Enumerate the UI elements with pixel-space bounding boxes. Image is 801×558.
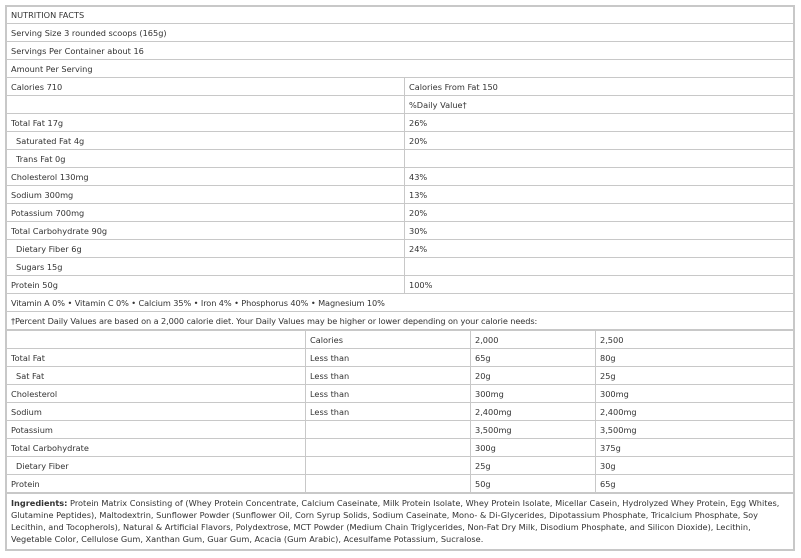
reference-row <box>7 475 794 493</box>
nutrition-facts-table <box>6 6 794 330</box>
reference-2000: 2,400mg <box>471 403 596 421</box>
reference-2500: 30g <box>596 457 794 475</box>
amount-per-serving: Amount Per Serving <box>7 60 794 78</box>
nutrition-facts-title: NUTRITION FACTS <box>7 7 794 24</box>
reference-qualifier <box>306 457 471 475</box>
ingredients-label: Ingredients: <box>11 498 68 508</box>
reference-2500: 65g <box>596 475 794 493</box>
nutrient-row <box>7 186 794 204</box>
nutrient-row <box>7 114 794 132</box>
reference-nutrient: Dietary Fiber <box>7 457 306 475</box>
nutrient-daily-value: 43% <box>405 168 794 186</box>
nutrient-daily-value: 20% <box>405 132 794 150</box>
reference-row <box>7 439 794 457</box>
calories-from-fat: Calories From Fat 150 <box>405 78 794 96</box>
reference-2000: 3,500mg <box>471 421 596 439</box>
nutrient-rows <box>7 114 794 294</box>
nutrient-daily-value <box>405 150 794 168</box>
ingredients-row <box>7 494 794 550</box>
empty-cell <box>7 96 405 114</box>
reference-row <box>7 385 794 403</box>
nutrient-row <box>7 204 794 222</box>
reference-2000: 25g <box>471 457 596 475</box>
reference-2500: 25g <box>596 367 794 385</box>
reference-nutrient: Sat Fat <box>7 367 306 385</box>
daily-value-reference-table <box>6 330 794 493</box>
serving-size-row <box>7 24 794 42</box>
daily-value-header-row <box>7 96 794 114</box>
nutrient-name: Saturated Fat 4g <box>7 132 405 150</box>
title-row <box>7 7 794 24</box>
reference-2000: 300g <box>471 439 596 457</box>
nutrient-daily-value: 30% <box>405 222 794 240</box>
reference-nutrient: Sodium <box>7 403 306 421</box>
nutrient-name: Sugars 15g <box>7 258 405 276</box>
nutrient-row <box>7 132 794 150</box>
reference-header-calories: Calories <box>306 331 471 349</box>
reference-header-2500: 2,500 <box>596 331 794 349</box>
calories-row <box>7 78 794 96</box>
reference-header-blank <box>7 331 306 349</box>
servings-per-container-row <box>7 42 794 60</box>
nutrient-name: Total Carbohydrate 90g <box>7 222 405 240</box>
reference-row <box>7 349 794 367</box>
reference-2000: 300mg <box>471 385 596 403</box>
ingredients-cell <box>7 494 794 550</box>
reference-nutrient: Total Carbohydrate <box>7 439 306 457</box>
reference-nutrient: Cholesterol <box>7 385 306 403</box>
ingredients-table <box>6 493 794 550</box>
nutrient-daily-value: 100% <box>405 276 794 294</box>
nutrient-name: Potassium 700mg <box>7 204 405 222</box>
nutrient-row <box>7 222 794 240</box>
nutrient-row <box>7 276 794 294</box>
reference-row <box>7 403 794 421</box>
nutrient-row <box>7 240 794 258</box>
reference-nutrient: Total Fat <box>7 349 306 367</box>
nutrient-row <box>7 258 794 276</box>
nutrient-daily-value: 20% <box>405 204 794 222</box>
footnote-row <box>7 312 794 330</box>
daily-value-footnote: †Percent Daily Values are based on a 2,000 calorie diet. Your Daily Values may be higher or lower depending on your calorie needs: <box>7 312 794 330</box>
calories: Calories 710 <box>7 78 405 96</box>
reference-qualifier: Less than <box>306 385 471 403</box>
reference-2500: 80g <box>596 349 794 367</box>
nutrient-daily-value: 24% <box>405 240 794 258</box>
reference-header-2000: 2,000 <box>471 331 596 349</box>
reference-2000: 50g <box>471 475 596 493</box>
nutrient-name: Dietary Fiber 6g <box>7 240 405 258</box>
serving-size: Serving Size 3 rounded scoops (165g) <box>7 24 794 42</box>
nutrient-row <box>7 168 794 186</box>
nutrient-daily-value: 13% <box>405 186 794 204</box>
reference-2500: 375g <box>596 439 794 457</box>
reference-qualifier: Less than <box>306 367 471 385</box>
reference-qualifier <box>306 439 471 457</box>
nutrient-row <box>7 150 794 168</box>
reference-qualifier: Less than <box>306 349 471 367</box>
reference-2000: 65g <box>471 349 596 367</box>
nutrient-name: Trans Fat 0g <box>7 150 405 168</box>
reference-2500: 3,500mg <box>596 421 794 439</box>
vitamins-minerals: Vitamin A 0% • Vitamin C 0% • Calcium 35% • Iron 4% • Phosphorus 40% • Magnesium 10% <box>7 294 794 312</box>
reference-row <box>7 457 794 475</box>
reference-row <box>7 367 794 385</box>
nutrient-daily-value: 26% <box>405 114 794 132</box>
reference-2500: 2,400mg <box>596 403 794 421</box>
reference-row <box>7 421 794 439</box>
reference-nutrient: Protein <box>7 475 306 493</box>
reference-nutrient: Potassium <box>7 421 306 439</box>
nutrient-name: Protein 50g <box>7 276 405 294</box>
nutrient-name: Cholesterol 130mg <box>7 168 405 186</box>
vitamins-row <box>7 294 794 312</box>
nutrient-name: Sodium 300mg <box>7 186 405 204</box>
servings-per-container: Servings Per Container about 16 <box>7 42 794 60</box>
nutrient-name: Total Fat 17g <box>7 114 405 132</box>
reference-2000: 20g <box>471 367 596 385</box>
reference-qualifier <box>306 475 471 493</box>
reference-2500: 300mg <box>596 385 794 403</box>
daily-value-header: %Daily Value† <box>405 96 794 114</box>
ingredients-text: Protein Matrix Consisting of (Whey Protein Concentrate, Calcium Caseinate, Milk Protein Isolate, Whey Protein Isolate, Micellar Casein, Hydrolyzed Whey Protein, Egg Whites, Glutamine Peptides), Maltodextrin, Sunflower Powder (Sunflower Oil, Corn Syrup Solids, Sodium Caseinate, Mono- & Di-Glycerides, Dipotassium Phosphate, Tricalcium Phosphate, Soy Lecithin, and Tocopherols), Natural & Artificial Flavors, Polydextrose, MCT Powder (Medium Chain Triglycerides, Non-Fat Dry Milk, Disodium Phosphate, and Silicon Dioxide), Lecithin, Vegetable Color, Cellulose Gum, Xanthan Gum, Guar Gum, Acacia (Gum Arabic), Acesulfame Potassium, Sucralose. <box>11 498 780 544</box>
reference-qualifier: Less than <box>306 403 471 421</box>
amount-per-serving-row <box>7 60 794 78</box>
nutrition-facts-panel <box>5 5 795 551</box>
reference-header-row <box>7 331 794 349</box>
nutrient-daily-value <box>405 258 794 276</box>
reference-qualifier <box>306 421 471 439</box>
